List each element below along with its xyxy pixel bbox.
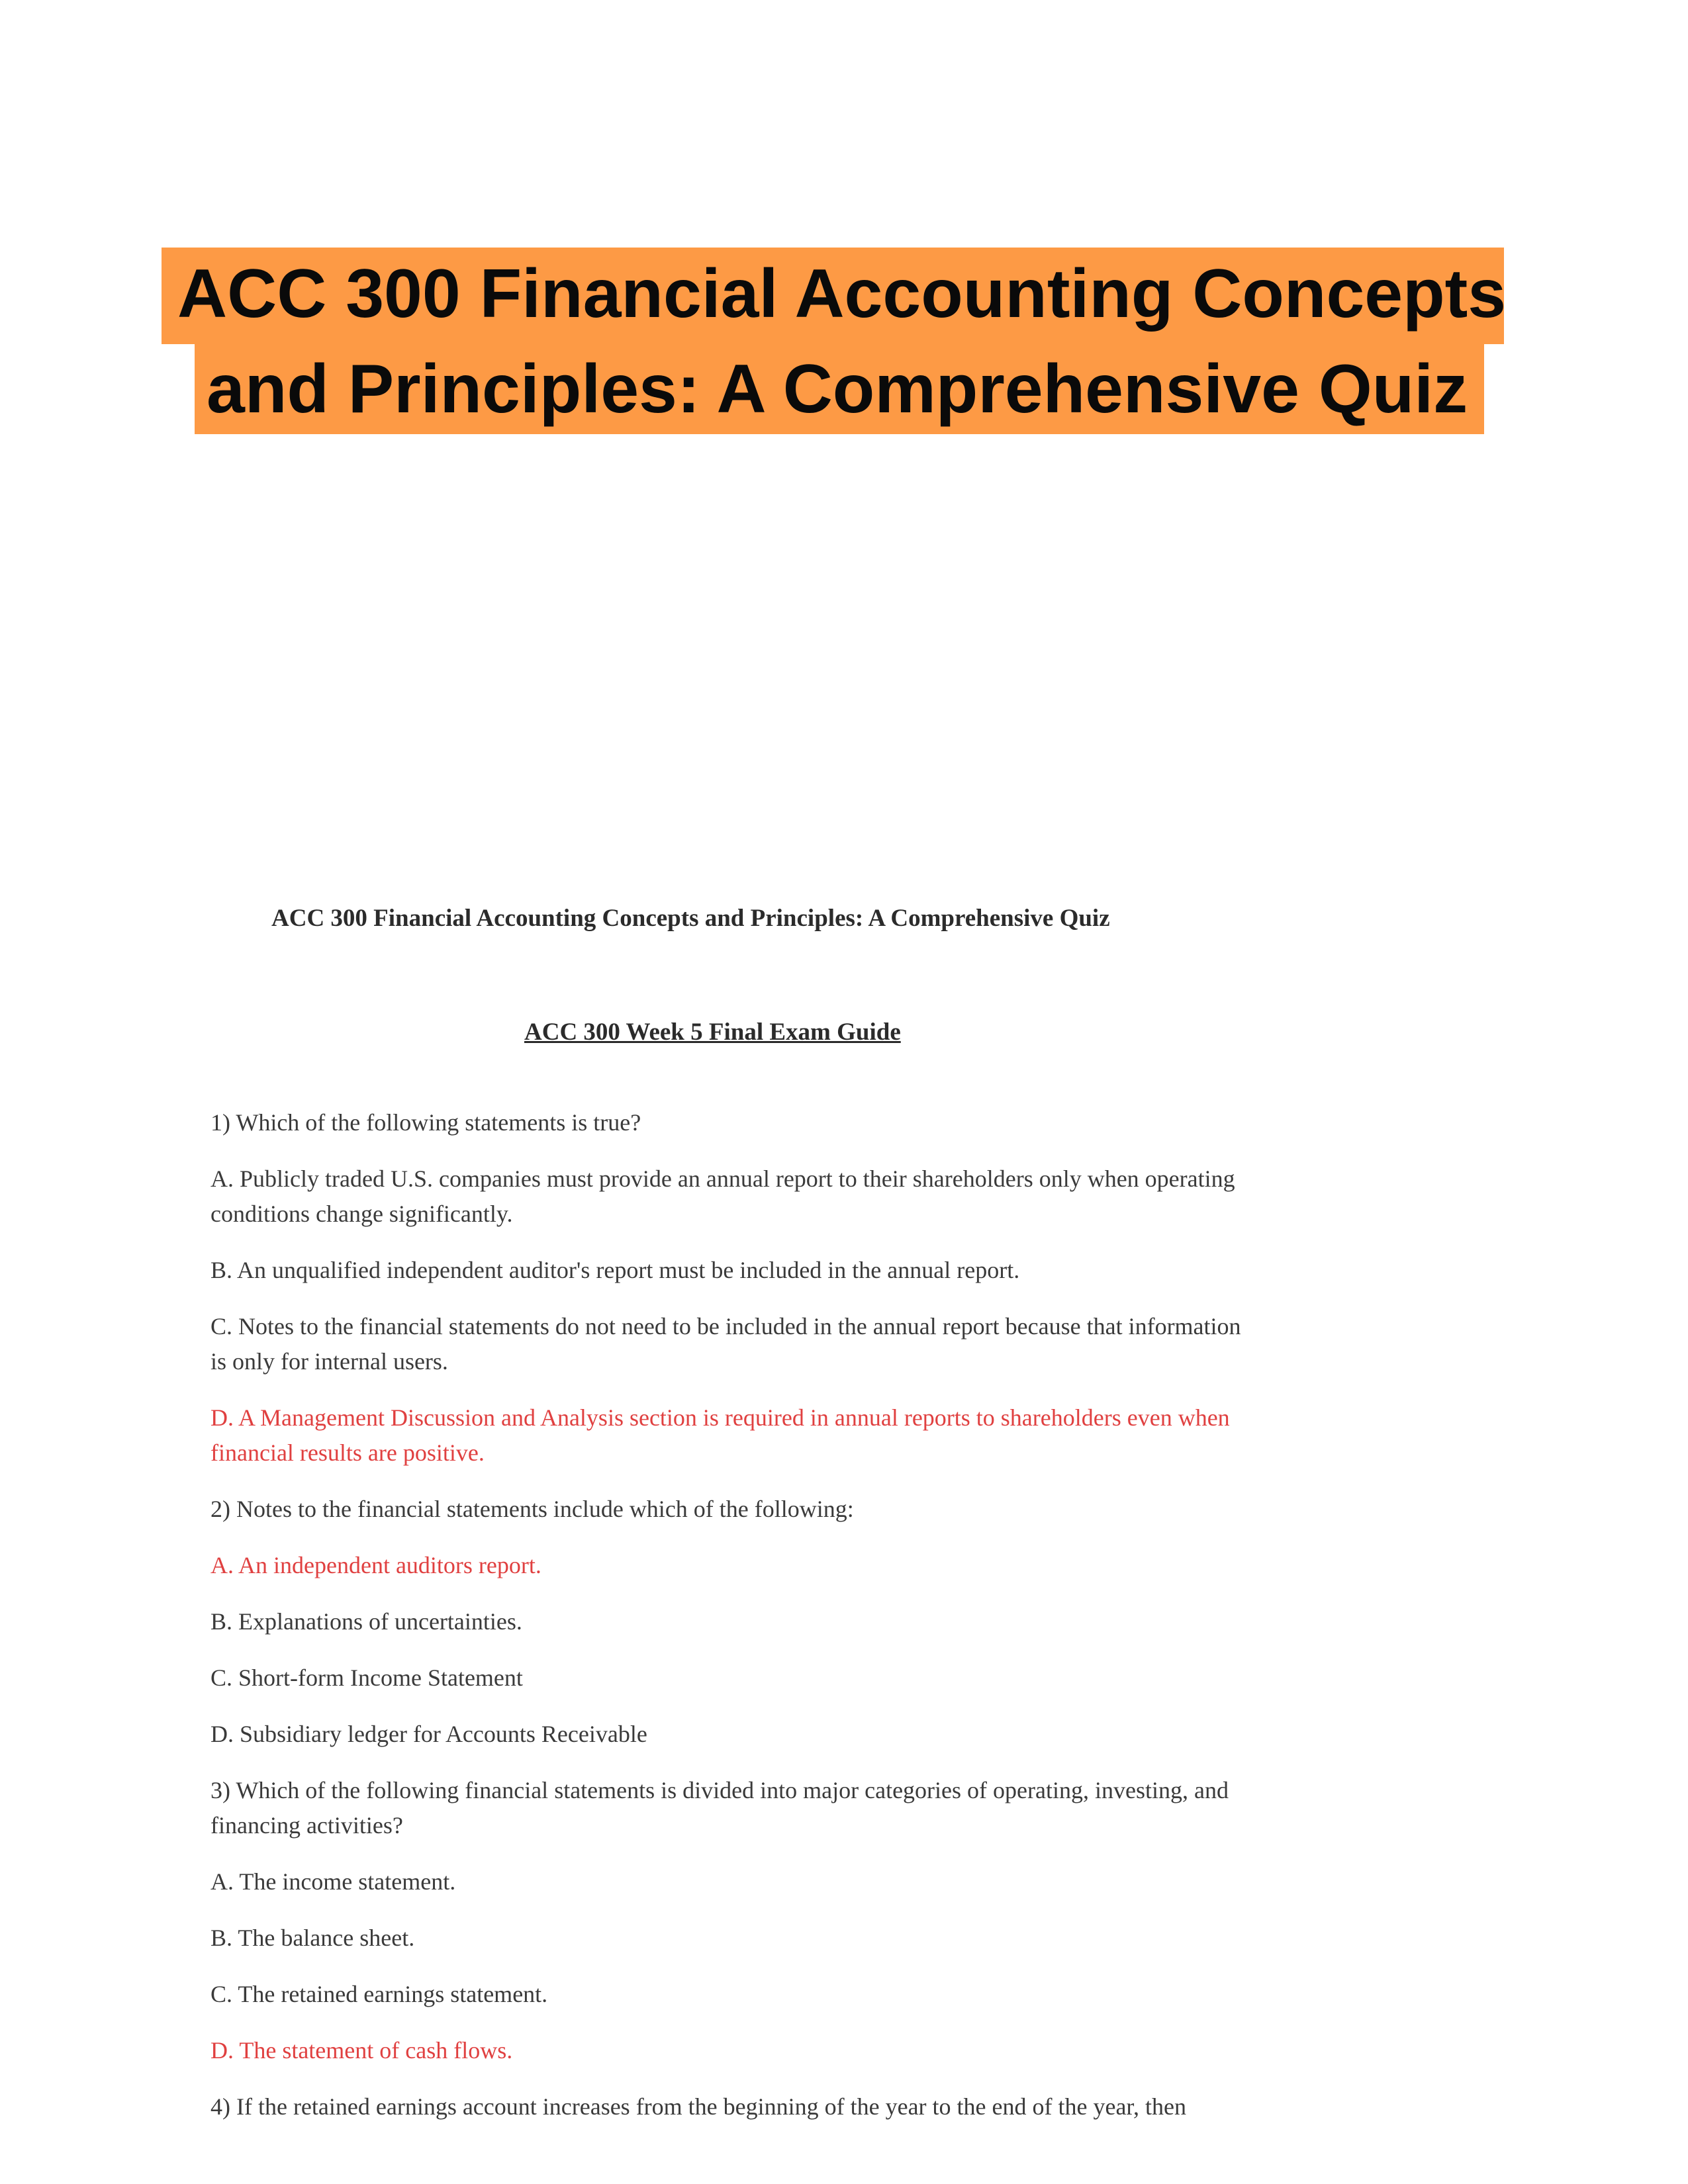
quiz-line: B. Explanations of uncertainties. <box>211 1608 522 1635</box>
document-title: ACC 300 Financial Accounting Concepts and Principles: A Comprehensive Quiz <box>271 905 1110 932</box>
quiz-line: C. Short-form Income Statement <box>211 1664 523 1691</box>
quiz-answer-line: D. The statement of cash flows. <box>211 2037 513 2064</box>
quiz-line: D. Subsidiary ledger for Accounts Receivable <box>211 1721 647 1747</box>
quiz-content <box>211 1105 1243 2146</box>
banner-title-line-2: and Principles: A Comprehensive Quiz <box>195 343 1484 434</box>
quiz-answer-line: D. A Management Discussion and Analysis section is required in annual reports to shareholders even when financial results are positive. <box>211 1404 1230 1466</box>
quiz-line: B. The balance sheet. <box>211 1925 415 1951</box>
quiz-line: 1) Which of the following statements is true? <box>211 1109 641 1136</box>
document-subtitle: ACC 300 Week 5 Final Exam Guide <box>524 1019 901 1046</box>
quiz-line: C. Notes to the financial statements do not need to be included in the annual report because that information is only for internal users. <box>211 1313 1241 1375</box>
quiz-line: A. Publicly traded U.S. companies must provide an annual report to their shareholders only when operating conditions change significantly. <box>211 1165 1235 1227</box>
quiz-answer-line: A. An independent auditors report. <box>211 1552 541 1578</box>
quiz-line: B. An unqualified independent auditor's report must be included in the annual report. <box>211 1257 1020 1283</box>
quiz-line: 4) If the retained earnings account increases from the beginning of the year to the end of the year, then <box>211 2093 1186 2120</box>
quiz-line: 2) Notes to the financial statements include which of the following: <box>211 1496 854 1522</box>
quiz-line: C. The retained earnings statement. <box>211 1981 548 2007</box>
quiz-line: A. The income statement. <box>211 1868 456 1895</box>
banner-title-line-1: ACC 300 Financial Accounting Concepts <box>162 248 1504 344</box>
quiz-line: 3) Which of the following financial statements is divided into major categories of operating, investing, and financing activities? <box>211 1777 1229 1839</box>
